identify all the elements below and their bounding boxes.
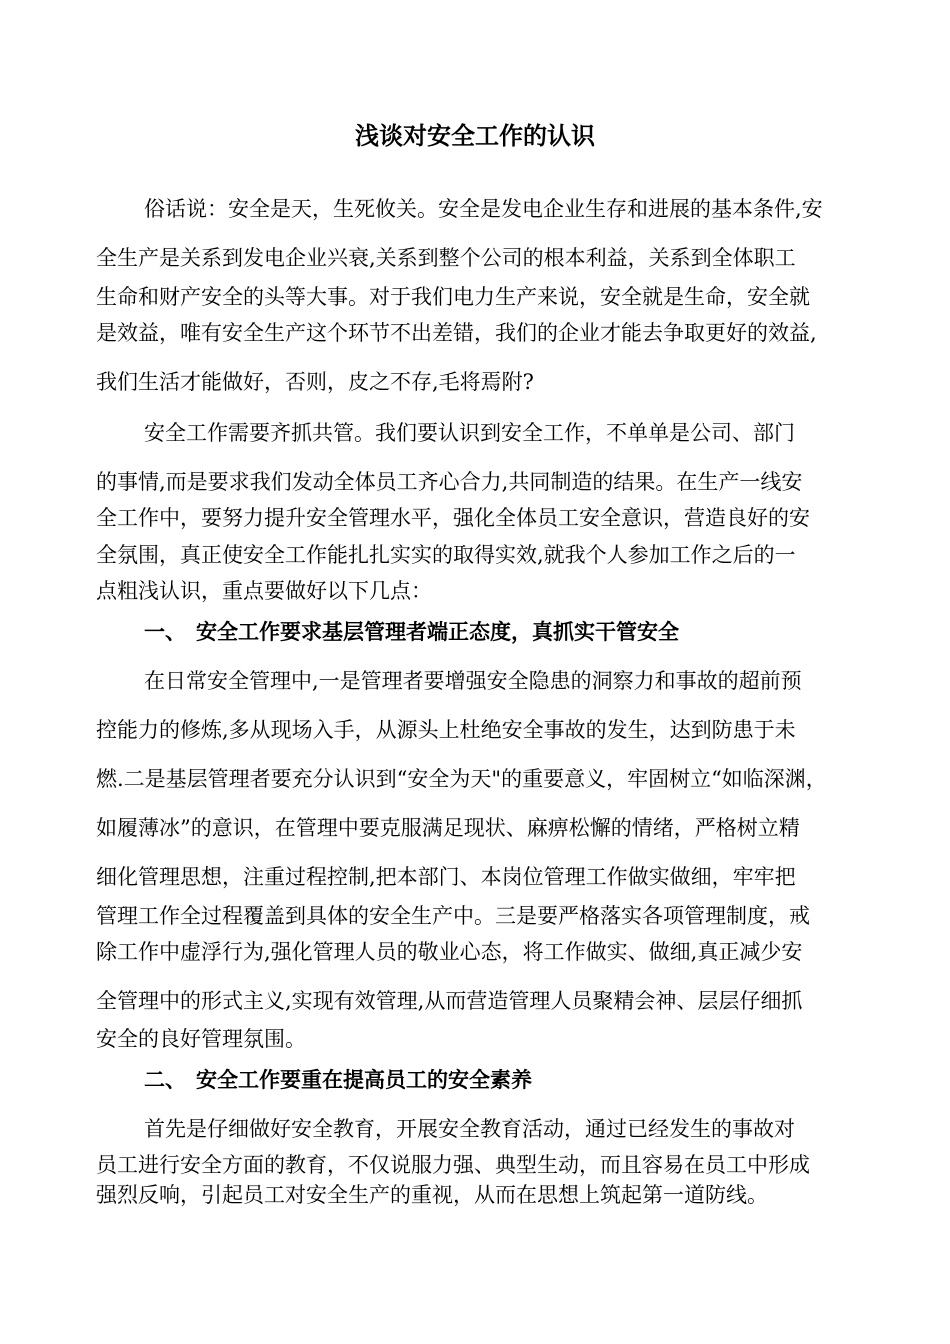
- paragraph-line: 点粗浅认识，重点要做好以下几点：: [96, 579, 432, 603]
- paragraph-line: 控能力的修炼,多从现场入手，从源头上杜绝安全事故的发生，达到防患于未: [96, 718, 796, 742]
- paragraph-line: 管理工作全过程覆盖到具体的安全生产中。三是要严格落实各项管理制度，戒: [96, 904, 810, 928]
- document-title: 浅谈对安全工作的认识: [355, 121, 595, 150]
- paragraph-line: 全管理中的形式主义,实现有效管理,从而营造管理人员聚精会神、层层仔细抓: [96, 989, 803, 1013]
- paragraph-line: 全工作中，要努力提升安全管理水平，强化全体员工安全意识，营造良好的安: [96, 506, 810, 530]
- paragraph-line: 俗话说：安全是天，生死攸关。安全是发电企业生存和进展的基本条件,安: [144, 197, 823, 221]
- section-heading-1: [144, 617, 679, 647]
- paragraph-line: 首先是仔细做好安全教育，开展安全教育活动，通过已经发生的事故对: [144, 1117, 795, 1141]
- paragraph-line: 员工进行安全方面的教育，不仅说服力强、典型生动，而且容易在员工中形成: [96, 1153, 810, 1177]
- paragraph-line: 的事情,而是要求我们发动全体员工齐心合力,共同制造的结果。在生产一线安: [96, 470, 803, 494]
- section-heading-number: 二、: [144, 1067, 186, 1092]
- paragraph-line: 是效益，唯有安全生产这个环节不出差错，我们的企业才能去争取更好的效益,: [96, 321, 817, 345]
- paragraph-line: 燃.二是基层管理者要充分认识到“安全为天"的重要意义，牢固树立“如临深渊，: [96, 767, 827, 791]
- section-heading-2: [144, 1065, 532, 1095]
- paragraph-line: 除工作中虚浮行为,强化管理人员的敬业心态，将工作做实、做细,真正减少安: [96, 940, 803, 964]
- paragraph-line: 全氛围，真正使安全工作能扎扎实实的取得实效,就我个人参加工作之后的一: [96, 543, 796, 567]
- section-heading-text: 安全工作要重在提高员工的安全素养: [196, 1067, 532, 1092]
- section-heading-number: 一、: [144, 619, 186, 644]
- paragraph-line: 我们生活才能做好，否则，皮之不存,毛将焉附?: [96, 370, 534, 394]
- section-heading-text: 安全工作要求基层管理者端正态度，真抓实干管安全: [196, 619, 679, 644]
- paragraph-line: 在日常安全管理中,一是管理者要增强安全隐患的洞察力和事故的超前预: [144, 669, 802, 693]
- paragraph-line: 细化管理思想，注重过程控制,把本部门、本岗位管理工作做实做细，牢牢把: [96, 865, 796, 889]
- paragraph-line: 强烈反响，引起员工对安全生产的重视，从而在思想上筑起第一道防线。: [96, 1183, 768, 1207]
- paragraph-line: 如履薄冰”的意识，在管理中要克服满足现状、麻痹松懈的情绪，严格树立精: [96, 816, 800, 840]
- paragraph-line: 安全工作需要齐抓共管。我们要认识到安全工作，不单单是公司、部门: [144, 421, 795, 445]
- paragraph-line: 安全的良好管理氛围。: [96, 1027, 306, 1051]
- paragraph-line: 全生产是关系到发电企业兴衰,关系到整个公司的根本利益，关系到全体职工: [96, 246, 796, 270]
- paragraph-line: 生命和财产安全的头等大事。对于我们电力生产来说，安全就是生命，安全就: [96, 285, 810, 309]
